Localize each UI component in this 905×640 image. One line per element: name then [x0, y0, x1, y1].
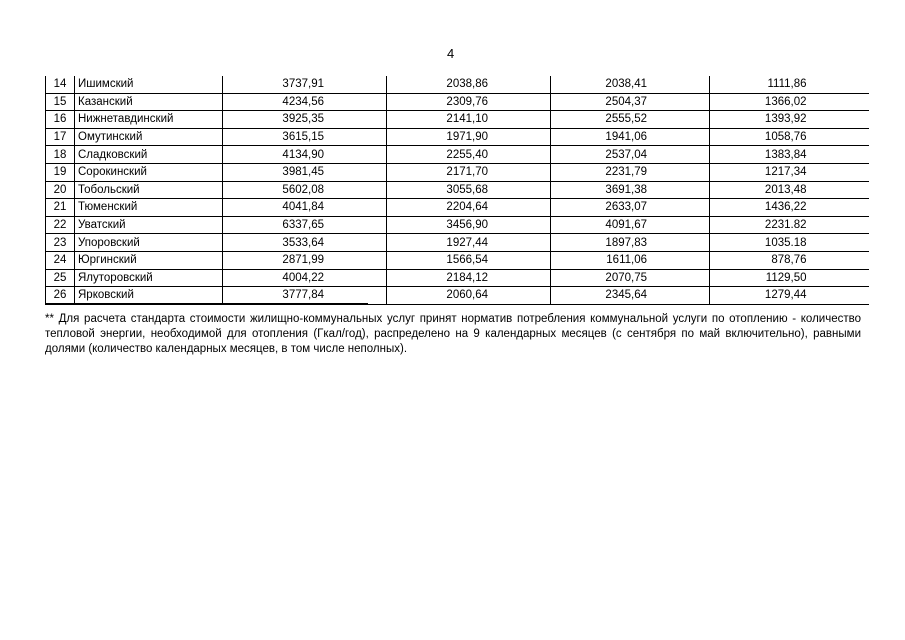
value-cell: 2345,64 — [551, 287, 710, 305]
value-cell: 1058,76 — [710, 128, 869, 146]
value-cell: 6337,65 — [223, 216, 387, 234]
value-cell: 1383,84 — [710, 146, 869, 164]
table-row — [46, 199, 869, 217]
value-cell: 3691,38 — [551, 181, 710, 199]
value-cell: 2038,86 — [387, 76, 551, 93]
district-name: Упоровский — [75, 234, 223, 252]
table-row — [46, 93, 869, 111]
value-cell: 1217,34 — [710, 163, 869, 181]
value-cell: 2060,64 — [387, 287, 551, 305]
value-cell: 1927,44 — [387, 234, 551, 252]
table-row — [46, 76, 869, 93]
value-cell: 3055,68 — [387, 181, 551, 199]
value-cell: 5602,08 — [223, 181, 387, 199]
value-cell: 1611,06 — [551, 251, 710, 269]
value-cell: 4004,22 — [223, 269, 387, 287]
row-number: 22 — [46, 216, 75, 234]
value-cell: 1366,02 — [710, 93, 869, 111]
value-cell: 1897,83 — [551, 234, 710, 252]
row-number: 23 — [46, 234, 75, 252]
value-cell: 2309,76 — [387, 93, 551, 111]
value-cell: 2013,48 — [710, 181, 869, 199]
value-cell: 1111,86 — [710, 76, 869, 93]
value-cell: 2255,40 — [387, 146, 551, 164]
district-name: Ялуторовский — [75, 269, 223, 287]
value-cell: 3615,15 — [223, 128, 387, 146]
row-number: 20 — [46, 181, 75, 199]
table-row — [46, 163, 869, 181]
value-cell: 2204,64 — [387, 199, 551, 217]
value-cell: 1436,22 — [710, 199, 869, 217]
value-cell: 3925,35 — [223, 111, 387, 129]
district-name: Тобольский — [75, 181, 223, 199]
table-row — [46, 181, 869, 199]
row-number: 18 — [46, 146, 75, 164]
row-number: 26 — [46, 287, 75, 305]
value-cell: 878,76 — [710, 251, 869, 269]
row-number: 19 — [46, 163, 75, 181]
data-table — [45, 76, 869, 305]
value-cell: 1279,44 — [710, 287, 869, 305]
value-cell: 2070,75 — [551, 269, 710, 287]
value-cell: 1129,50 — [710, 269, 869, 287]
table-row — [46, 111, 869, 129]
value-cell: 4041,84 — [223, 199, 387, 217]
district-name: Казанский — [75, 93, 223, 111]
value-cell: 1941,06 — [551, 128, 710, 146]
table-row — [46, 128, 869, 146]
row-number: 14 — [46, 76, 75, 93]
table-row — [46, 287, 869, 305]
value-cell: 4134,90 — [223, 146, 387, 164]
district-name: Сорокинский — [75, 163, 223, 181]
value-cell: 3981,45 — [223, 163, 387, 181]
district-name: Сладковский — [75, 146, 223, 164]
value-cell: 2171,70 — [387, 163, 551, 181]
district-name: Тюменский — [75, 199, 223, 217]
row-number: 16 — [46, 111, 75, 129]
table-row — [46, 251, 869, 269]
table-row — [46, 269, 869, 287]
value-cell: 3737,91 — [223, 76, 387, 93]
footnote: ** Для расчета стандарта стоимости жилищно-коммунальных услуг принят норматив потребления коммунальной услуги по отоплению - количество тепловой энергии, необходимой для отопления (Гкал/год), распределено на 9 календарных месяцев (с сентября по май включительно), равными долями (количество календарных месяцев, в том числе неполных). — [45, 313, 861, 355]
value-cell: 2038,41 — [551, 76, 710, 93]
value-cell: 3533,64 — [223, 234, 387, 252]
value-cell: 2141,10 — [387, 111, 551, 129]
value-cell: 1393,92 — [710, 111, 869, 129]
table-row — [46, 216, 869, 234]
district-name: Ишимский — [75, 76, 223, 93]
value-cell: 3456,90 — [387, 216, 551, 234]
value-cell: 2555,52 — [551, 111, 710, 129]
value-cell: 4091,67 — [551, 216, 710, 234]
row-number: 24 — [46, 251, 75, 269]
value-cell: 4234,56 — [223, 93, 387, 111]
value-cell: 1035.18 — [710, 234, 869, 252]
row-number: 25 — [46, 269, 75, 287]
district-name: Омутинский — [75, 128, 223, 146]
footnote-separator — [45, 303, 368, 304]
value-cell: 2184,12 — [387, 269, 551, 287]
district-name: Уватский — [75, 216, 223, 234]
row-number: 21 — [46, 199, 75, 217]
value-cell: 2537,04 — [551, 146, 710, 164]
value-cell: 3777,84 — [223, 287, 387, 305]
row-number: 15 — [46, 93, 75, 111]
table-row — [46, 234, 869, 252]
district-name: Ярковский — [75, 287, 223, 305]
row-number: 17 — [46, 128, 75, 146]
district-name: Нижнетавдинский — [75, 111, 223, 129]
value-cell: 1566,54 — [387, 251, 551, 269]
value-cell: 2231,79 — [551, 163, 710, 181]
district-name: Юргинский — [75, 251, 223, 269]
value-cell: 2231.82 — [710, 216, 869, 234]
table-row — [46, 146, 869, 164]
value-cell: 2633,07 — [551, 199, 710, 217]
value-cell: 1971,90 — [387, 128, 551, 146]
page-number: 4 — [447, 46, 455, 61]
value-cell: 2871,99 — [223, 251, 387, 269]
value-cell: 2504,37 — [551, 93, 710, 111]
